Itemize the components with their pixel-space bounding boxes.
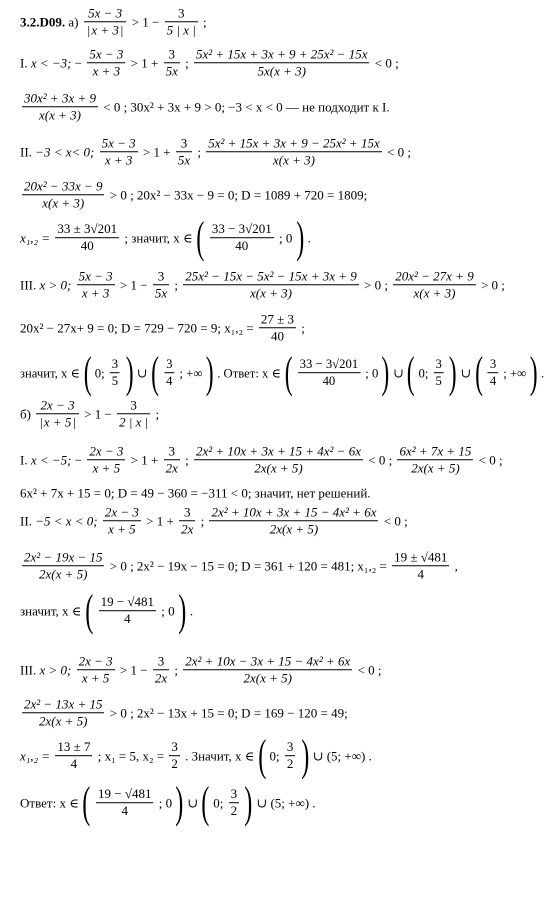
left-paren: (: [150, 348, 159, 398]
fraction: $\frac{27 \pm 3}{40}$: [260, 311, 295, 344]
separator: ;: [185, 452, 189, 468]
separator: < 0 ;: [368, 452, 393, 468]
case-label: III.: [20, 662, 37, 678]
left-paren: (: [83, 348, 92, 398]
text: ; 0: [161, 603, 175, 619]
fraction: $\frac{3}{5x}$: [165, 46, 178, 79]
fraction: $\frac{\text{2x² − 19x − 15}}{2x(x + 5)}$: [24, 549, 103, 582]
problem-id: 3.2.D09.: [20, 14, 66, 30]
text: ; +∞: [503, 365, 527, 381]
separator: < 0 ;: [478, 452, 503, 468]
case-III-b-discriminant: [20, 696, 348, 730]
answer-b: [20, 778, 316, 828]
left-paren: (: [82, 778, 91, 828]
roots-label: x₁,₂ =: [20, 748, 51, 764]
left-paren: (: [201, 778, 210, 828]
union-sign: ∪: [460, 365, 472, 381]
separator: ,: [454, 558, 458, 574]
separator: < 0 ;: [383, 513, 408, 529]
right-paren: ): [205, 348, 214, 398]
fraction: $\frac{\text{2x² − 13x + 15}}{2x(x + 5)}$: [24, 696, 103, 729]
fraction: $\frac{5x - 3}{x + 3}$: [78, 268, 113, 301]
minus-sign: −: [74, 55, 83, 71]
text: > 0 ; 2x² − 19x − 15 = 0; D = 361 + 120 = 481; x₁,₂ =: [109, 558, 387, 574]
separator: ;: [200, 513, 205, 529]
right-paren: ): [244, 778, 253, 828]
fraction: $\frac{3}{5}$: [111, 356, 119, 389]
right-paren: ): [125, 348, 134, 398]
case-III-b: [20, 653, 381, 687]
case-label: I.: [20, 452, 28, 468]
left-paren: (: [84, 586, 94, 636]
separator: .: [307, 230, 311, 246]
right-paren: ): [381, 348, 390, 398]
case-II-a-roots: [20, 213, 311, 263]
fraction: $\frac{3}{5x}$: [154, 268, 168, 301]
fraction: 2x − 3 | x + 5 |: [36, 397, 79, 431]
fraction: $\frac{3}{5x}$: [177, 135, 191, 168]
case-I-a-conclusion: [20, 90, 390, 124]
fraction: $\frac{3}{2}$: [286, 739, 294, 772]
fraction: $\frac{3}{2x}$: [165, 443, 178, 476]
union-sign: ∪: [187, 795, 199, 811]
text: < 0 ; 30x² + 3x + 9 > 0; −3 < x < 0 — не подходит к I.: [103, 99, 390, 115]
text: ; +∞: [179, 365, 203, 381]
separator: ;: [203, 14, 207, 30]
text: > 0 ; 20x² − 33x − 9 = 0; D = 1089 + 720 = 1809;: [109, 187, 368, 203]
fraction: $\frac{2x - 3}{x + 5}$: [104, 504, 139, 537]
separator: ;: [197, 144, 201, 160]
fraction: $\frac{2x - 3}{x + 5}$: [78, 653, 113, 686]
text: ∪ (5; +∞) .: [256, 795, 316, 811]
case-condition: x < −3;: [30, 55, 72, 71]
minus-sign: −: [74, 452, 83, 468]
separator: > 0 ;: [480, 277, 505, 293]
right-paren: ): [300, 731, 310, 781]
problem-statement-b: [20, 397, 159, 431]
text: 6x² + 7x + 15 = 0; D = 49 − 360 = −311 < 0; значит, нет решений.: [20, 485, 371, 501]
fraction: $\frac{13 \pm 7}{4}$: [57, 739, 91, 772]
relation: > 1 −: [131, 14, 160, 30]
fraction: $\frac{2x - 3}{x + 5}$: [89, 443, 124, 476]
case-label: II.: [20, 144, 32, 160]
separator: > 0 ;: [364, 277, 388, 293]
text: 0;: [94, 365, 105, 381]
separator: .: [541, 365, 545, 381]
fraction: $\frac{19 \pm √481}{4}$: [394, 549, 448, 582]
fraction: $\frac{\text{2x² + 10x + 3x + 15 − 4x² + 6x}}{2x(x + 5)}$: [211, 504, 377, 537]
case-label: III.: [20, 277, 37, 293]
separator: ;: [174, 662, 178, 678]
text: ∪ (5; +∞) .: [312, 748, 372, 764]
text: ; 0: [279, 230, 293, 246]
relation: > 1 −: [119, 662, 148, 678]
left-paren: (: [284, 348, 293, 398]
problem-statement-a: [20, 5, 207, 39]
answer-label: Ответ: x ∈: [20, 795, 79, 811]
case-condition: x > 0;: [39, 277, 72, 293]
right-paren: ): [529, 348, 538, 398]
fraction: $\frac{3}{2}$: [171, 739, 178, 772]
case-I-b: [20, 443, 503, 477]
case-II-a-discriminant: [20, 178, 367, 212]
text: ; значит, x ∈: [124, 230, 193, 246]
fraction: $\frac{33 \pm 3√201}{40}$: [57, 221, 118, 254]
case-III-b-roots: [20, 731, 372, 781]
case-I-b-conclusion: [20, 485, 371, 500]
case-III-a-discriminant: [20, 311, 305, 345]
fraction: $\frac{\text{20x² − 33x − 9}}{x(x + 3)}$: [24, 178, 103, 211]
fraction: $\frac{5x - 3}{x + 3}$: [101, 135, 136, 168]
separator: ;: [301, 320, 305, 336]
text: 0;: [418, 365, 429, 381]
separator: < 0 ;: [386, 144, 411, 160]
fraction: $\frac{3}{2 | x |}$: [119, 397, 149, 430]
fraction: $\frac{\text{2x² + 10x + 3x + 15 + 4x² − 6x}}{2x(x + 5)}$: [195, 443, 361, 476]
text: ; x₁ = 5, x₂ =: [97, 748, 165, 764]
text: > 0 ; 2x² − 13x + 15 = 0; D = 169 − 120 = 49;: [109, 705, 348, 721]
text: ; 0: [158, 795, 173, 811]
case-condition: −3 < x< 0;: [35, 144, 95, 160]
answer-label: . Ответ: x ∈: [217, 365, 281, 381]
case-condition: x < −5;: [30, 452, 72, 468]
fraction: $\frac{19 - √481}{4}$: [100, 594, 155, 627]
relation: > 1 +: [130, 452, 159, 468]
separator: .: [189, 603, 194, 619]
left-paren: (: [257, 731, 266, 781]
separator: ;: [174, 277, 178, 293]
answer-a: [20, 348, 545, 398]
fraction: $\frac{33 - 3√201}{40}$: [299, 356, 359, 389]
fraction: $\frac{3}{4}$: [489, 356, 497, 389]
relation: > 1 −: [84, 406, 112, 422]
fraction: $\frac{3}{2}$: [230, 786, 238, 819]
fraction: $\frac{3}{5 | x |}$: [166, 5, 196, 38]
right-paren: ): [175, 778, 184, 828]
part-b-label: б): [20, 406, 31, 422]
separator: < 0 ;: [374, 55, 399, 71]
fraction: $\frac{5x - 3}{x + 3}$: [89, 46, 124, 79]
case-label: I.: [20, 55, 28, 71]
text: значит, x ∈: [20, 365, 80, 381]
case-II-b-result: [20, 586, 194, 636]
fraction: $\frac{3}{2x}$: [154, 653, 168, 686]
text: 0;: [213, 795, 224, 811]
fraction: $\frac{\text{25x² − 15x − 5x² − 15x + 3x + 9}}{x(x + 3)}$: [185, 268, 357, 301]
case-condition: −5 < x < 0;: [35, 513, 98, 529]
separator: ;: [155, 406, 160, 422]
relation: > 1 −: [119, 277, 148, 293]
fraction: 5x − 3 | x + 3 |: [84, 5, 127, 39]
fraction: $\frac{\text{20x² − 27x + 9}}{x(x + 3)}$: [395, 268, 474, 301]
separator: ;: [185, 55, 189, 71]
left-paren: (: [407, 348, 416, 398]
union-sign: ∪: [136, 365, 148, 381]
fraction: $\frac{3}{2x}$: [181, 504, 194, 537]
separator: < 0 ;: [357, 662, 382, 678]
text: 0;: [269, 748, 280, 764]
roots-label: x₁,₂ =: [20, 230, 51, 246]
left-paren: (: [196, 213, 205, 263]
case-condition: x > 0;: [39, 662, 72, 678]
text: . Значит, x ∈: [185, 748, 255, 764]
case-II-a: [20, 135, 411, 169]
part-a-label: а): [68, 14, 79, 30]
fraction: $\frac{3}{5}$: [435, 356, 442, 389]
right-paren: ): [178, 586, 187, 636]
case-I-a: [20, 46, 399, 80]
text: значит, x ∈: [20, 603, 82, 619]
relation: > 1 +: [142, 144, 171, 160]
fraction: $\frac{\text{6x² + 7x + 15}}{2x(x + 5)}$: [399, 443, 472, 476]
right-paren: ): [449, 348, 458, 398]
fraction: $\frac{\text{5x² + 15x + 3x + 9 + 25x² − 15x}}{5x(x + 3)}$: [195, 46, 368, 79]
case-II-b-discriminant: [20, 549, 458, 583]
case-III-a: [20, 268, 505, 302]
union-sign: ∪: [393, 365, 404, 381]
text: 20x² − 27x+ 9 = 0; D = 729 − 720 = 9; x₁,₂ =: [20, 320, 254, 336]
relation: > 1 +: [130, 55, 159, 71]
case-II-b: [20, 504, 408, 538]
fraction: $\frac{\text{30x² + 3x + 9}}{x(x + 3)}$: [24, 90, 96, 123]
relation: > 1 +: [146, 513, 174, 529]
fraction: $\frac{\text{2x² + 10x − 3x + 15 − 4x² + 6x}}{2x(x + 5)}$: [185, 653, 351, 686]
right-paren: ): [295, 213, 305, 263]
text: ; 0: [365, 365, 379, 381]
fraction: $\frac{\text{5x² + 15x + 3x + 9 − 25x² + 15x}}{x(x + 3)}$: [208, 135, 380, 168]
left-paren: (: [474, 348, 483, 398]
fraction: $\frac{19 - √481}{4}$: [97, 786, 152, 819]
fraction: $\frac{3}{4}$: [166, 356, 173, 389]
case-label: II.: [20, 513, 32, 529]
fraction: $\frac{33 - 3√201}{40}$: [211, 221, 272, 254]
